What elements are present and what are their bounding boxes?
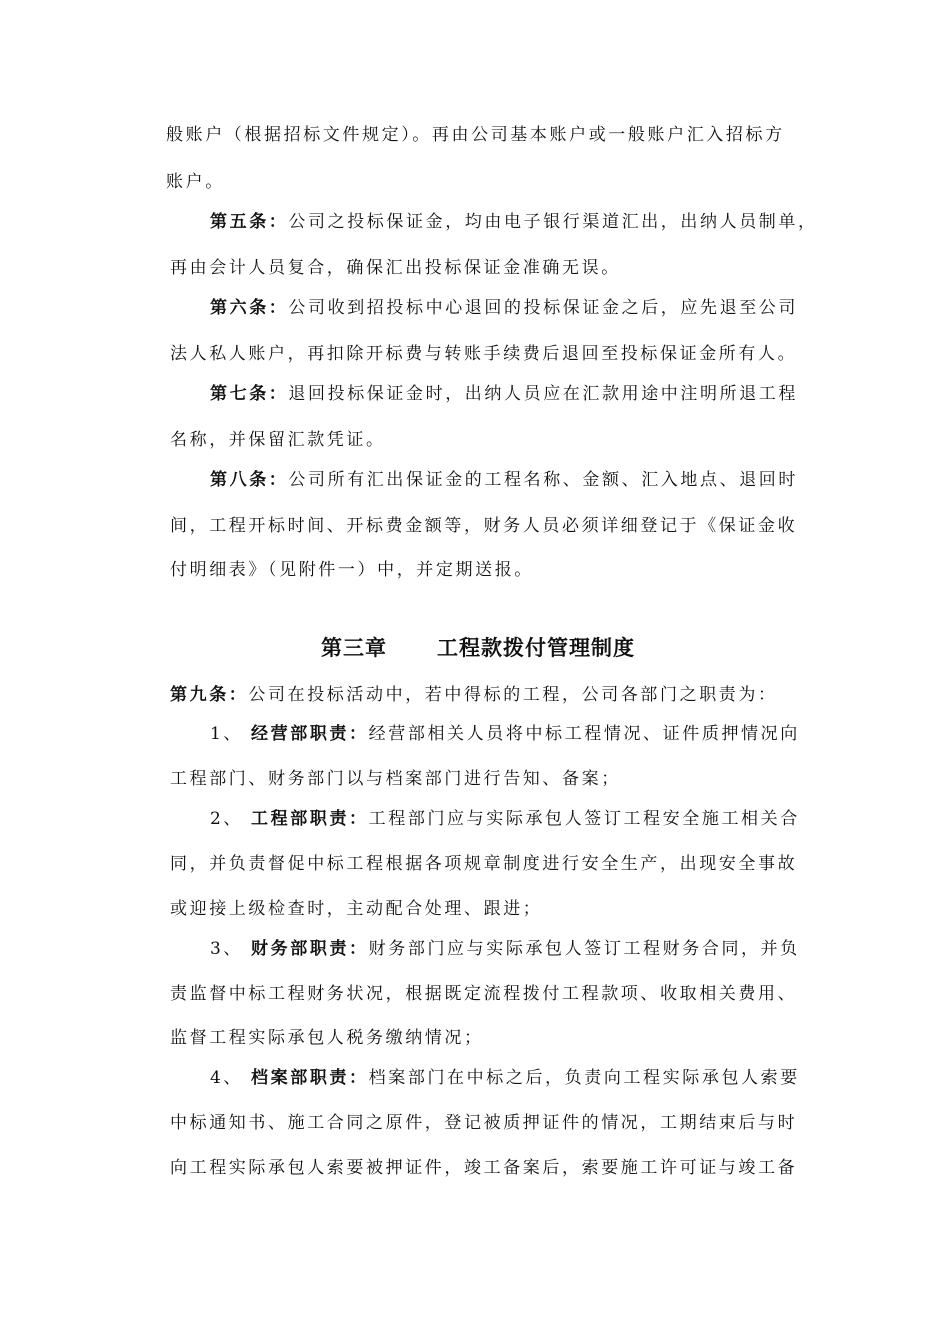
item-1-text: 经营部相关人员将中标工程情况、证件质押情况向 xyxy=(368,724,800,744)
article-8-text: 公司所有汇出保证金的工程名称、金额、汇入地点、退回时 xyxy=(288,470,799,490)
item-2-number: 2、 xyxy=(210,809,244,829)
article-7-text: 退回投标保证金时，出纳人员应在汇款用途中注明所退工程 xyxy=(288,384,799,404)
item-2-text: 工程部门应与实际承包人签订工程安全施工相关合 xyxy=(368,809,800,829)
article-8-line-1 xyxy=(210,469,798,491)
item-4-text: 档案部门在中标之后，负责向工程实际承包人索要 xyxy=(368,1068,800,1088)
item-3-line-2: 责监督中标工程财务状况，根据既定流程拨付工程款项、收取相关费用、 xyxy=(170,984,798,1004)
item-1-label: 经营部职责： xyxy=(251,724,369,744)
article-5-line-1 xyxy=(210,211,818,233)
paragraph-line: 账户。 xyxy=(166,172,225,192)
item-3-label: 财务部职责： xyxy=(251,939,369,959)
item-1-line-1 xyxy=(210,723,800,745)
article-6-text: 公司收到招投标中心退回的投标保证金之后，应先退至公司 xyxy=(288,298,799,318)
article-7-label: 第七条： xyxy=(210,384,289,404)
item-4-label: 档案部职责： xyxy=(251,1068,369,1088)
item-2-line-1 xyxy=(210,808,800,830)
article-9-label: 第九条： xyxy=(170,685,249,705)
article-6-line-1 xyxy=(210,297,798,319)
article-5-line-2: 再由会计人员复合，确保汇出投标保证金准确无误。 xyxy=(170,258,621,278)
item-4-line-1 xyxy=(210,1067,800,1089)
article-8-label: 第八条： xyxy=(210,470,289,490)
item-3-line-1 xyxy=(210,938,800,960)
chapter-title: 工程款拨付管理制度 xyxy=(437,636,635,660)
article-9-line-1 xyxy=(170,684,778,706)
chapter-heading xyxy=(321,635,635,661)
chapter-number: 第三章 xyxy=(321,636,387,660)
item-2-line-2: 同，并负责督促中标工程根据各项规章制度进行安全生产，出现安全事故 xyxy=(170,854,798,874)
item-4-line-3: 向工程实际承包人索要被押证件，竣工备案后，索要施工许可证与竣工备 xyxy=(170,1158,798,1178)
item-3-number: 3、 xyxy=(210,939,244,959)
article-7-line-1 xyxy=(210,383,798,405)
item-3-text: 财务部门应与实际承包人签订工程财务合同，并负 xyxy=(368,939,800,959)
item-2-label: 工程部职责： xyxy=(251,809,369,829)
item-1-line-2: 工程部门、财务部门以与档案部门进行告知、备案； xyxy=(170,769,621,789)
item-4-number: 4、 xyxy=(210,1068,244,1088)
paragraph-line: 般账户（根据招标文件规定）。再由公司基本账户或一般账户汇入招标方 xyxy=(166,125,785,145)
article-5-label: 第五条： xyxy=(210,212,289,232)
article-6-label: 第六条： xyxy=(210,298,289,318)
article-7-line-2: 名称，并保留汇款凭证。 xyxy=(170,430,386,450)
article-6-line-2: 法人私人账户，再扣除开标费与转账手续费后退回至投标保证金所有人。 xyxy=(170,344,798,364)
article-8-line-2: 间，工程开标时间、开标费金额等，财务人员必须详细登记于《保证金收 xyxy=(170,516,798,536)
item-1-number: 1、 xyxy=(210,724,244,744)
article-9-text: 公司在投标活动中，若中得标的工程，公司各部门之职责为： xyxy=(248,685,778,705)
item-2-line-3: 或迎接上级检查时，主动配合处理、跟进； xyxy=(170,899,543,919)
article-5-text: 公司之投标保证金，均由电子银行渠道汇出，出纳人员制单， xyxy=(288,212,818,232)
item-4-line-2: 中标通知书、施工合同之原件，登记被质押证件的情况，工期结束后与时 xyxy=(170,1113,798,1133)
item-3-line-3: 监督工程实际承包人税务缴纳情况； xyxy=(170,1028,484,1048)
article-8-line-3: 付明细表》（见附件一）中，并定期送报。 xyxy=(170,560,534,580)
